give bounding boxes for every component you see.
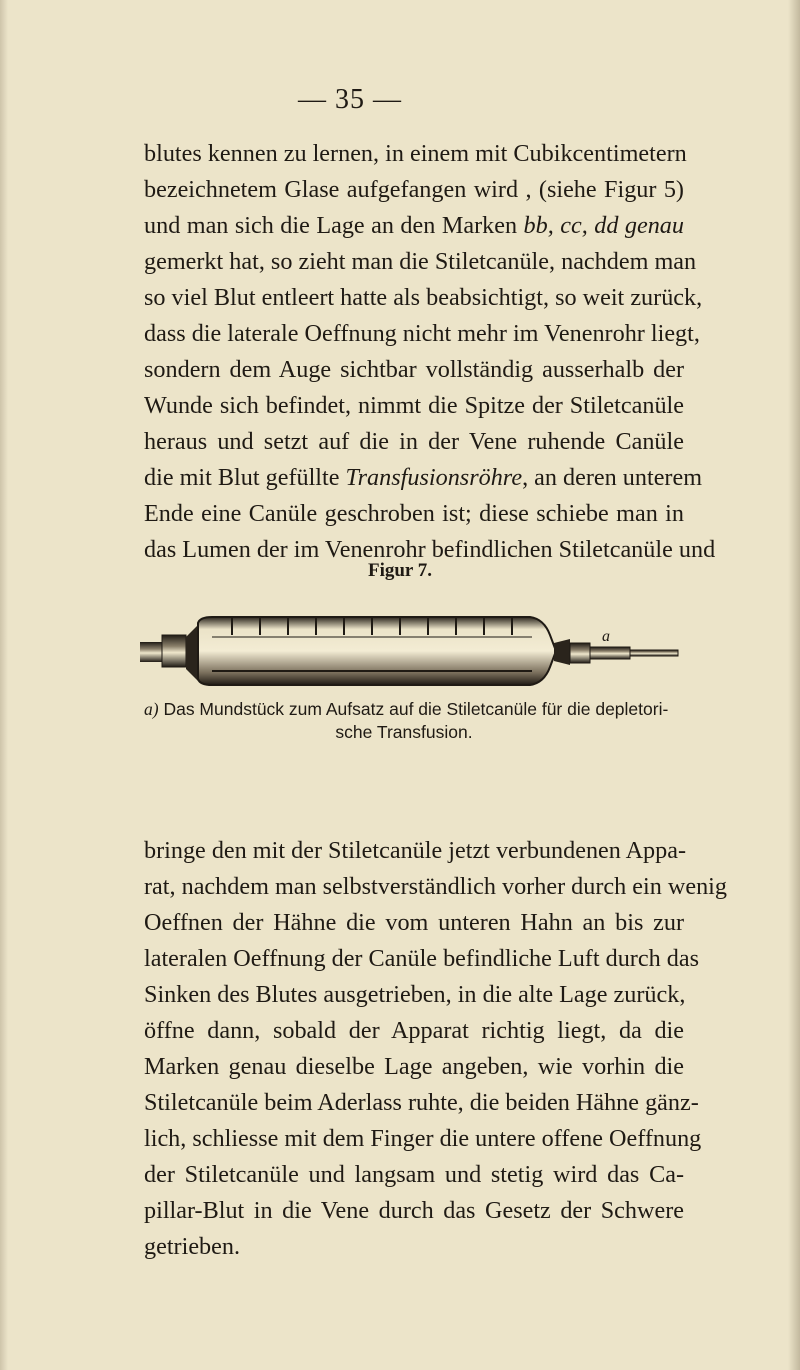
text-run: und man sich die Lage an den Marken xyxy=(144,212,524,239)
caption-letter: a) xyxy=(144,699,159,719)
italic-run: Transfusionsröhre xyxy=(345,464,523,491)
text-line xyxy=(144,460,703,496)
text-line: der Stiletcanüle und langsam und stetig wird das Ca- xyxy=(144,1161,684,1188)
text-line: das Lumen der im Venenrohr befindlichen Stiletcanüle und xyxy=(144,536,716,563)
caption-line: sche Transfusion. xyxy=(335,722,473,742)
text-line: gemerkt hat, so zieht man die Stiletcanüle, nachdem man xyxy=(144,248,697,275)
text-line: lich, schliesse mit dem Finger die untere offene Oeffnung xyxy=(144,1125,702,1152)
text-line: bringe den mit der Stiletcanüle jetzt verbundenen Appa- xyxy=(144,837,687,864)
italic-run: bb, cc, dd genau xyxy=(523,212,684,239)
text-line: Ende eine Canüle geschroben ist; diese schiebe man in xyxy=(144,500,684,527)
paragraph-top xyxy=(144,136,716,568)
left-fitting xyxy=(140,625,198,681)
page-edge-shadow xyxy=(788,0,800,1370)
text-line: öffne dann, sobald der Apparat richtig liegt, da die xyxy=(144,1017,684,1044)
text-line: heraus und setzt auf die in der Vene ruhende Canüle xyxy=(144,428,684,455)
figure-caption xyxy=(144,698,704,744)
caption-text: Das Mundstück zum Aufsatz auf die Stiletcanüle für die depletori- xyxy=(163,699,669,719)
text-line: pillar-Blut in die Vene durch das Gesetz der Schwere xyxy=(144,1197,684,1224)
text-run: , an deren unterem xyxy=(522,464,703,491)
right-fitting xyxy=(554,639,678,665)
text-line: so viel Blut entleert hatte als beabsichtigt, so weit zurück, xyxy=(144,284,703,311)
paragraph-bottom xyxy=(144,833,727,1265)
text-line: rat, nachdem man selbstverständlich vorher durch ein wenig xyxy=(144,873,727,900)
text-line: Sinken des Blutes ausgetrieben, in die alte Lage zurück, xyxy=(144,981,686,1008)
figure-label-a: a xyxy=(602,628,610,645)
figure-title: Figur 7. xyxy=(367,560,433,581)
text-line: sondern dem Auge sichtbar vollständig ausserhalb der xyxy=(144,356,684,383)
page-number: — 35 — xyxy=(298,84,402,115)
mouthpiece-illustration xyxy=(140,595,680,695)
text-line: lateralen Oeffnung der Canüle befindliche Luft durch das xyxy=(144,945,699,972)
text-line: Oeffnen der Hähne die vom unteren Hahn an bis zur xyxy=(144,909,684,936)
glass-tube xyxy=(198,617,556,685)
text-line: Marken genau dieselbe Lage angeben, wie vorhin die xyxy=(144,1053,684,1080)
page-gutter-shadow xyxy=(0,0,8,1370)
text-line xyxy=(144,208,684,244)
text-line: getrieben. xyxy=(144,1233,241,1260)
text-line: Wunde sich befindet, nimmt die Spitze der Stiletcanüle xyxy=(144,392,684,419)
text-line: Stiletcanüle beim Aderlass ruhte, die beiden Hähne gänz- xyxy=(144,1089,699,1116)
text-line: bezeichnetem Glase aufgefangen wird , (siehe Figur 5) xyxy=(144,176,684,203)
text-line: dass die laterale Oeffnung nicht mehr im Venenrohr liegt, xyxy=(144,320,700,347)
caption-line xyxy=(144,698,704,721)
text-line: blutes kennen zu lernen, in einem mit Cubikcentimetern xyxy=(144,140,687,167)
text-run: die mit Blut gefüllte xyxy=(144,464,346,491)
